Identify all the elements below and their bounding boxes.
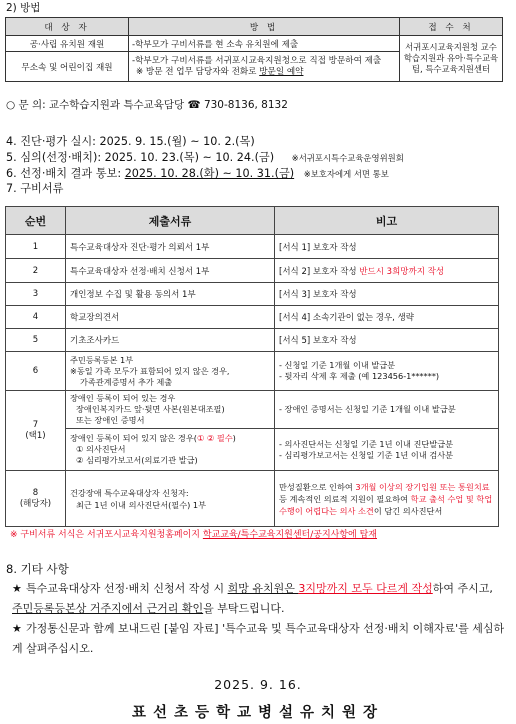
table-row: 4 학교장의견서 [서식 4] 소속기관이 없는 경우, 생략	[6, 306, 499, 329]
method-kindergarten: -학부모가 구비서류를 현 소속 유치원에 제출	[129, 36, 400, 52]
table-row: 3 개인정보 수집 및 활용 동의서 1부 [서식 3] 보호자 작성	[6, 283, 499, 306]
schedule-line-5: 5. 심의(선정·배치): 2025. 10. 23.(목) ~ 10. 24.(금) ※서귀포시특수교육운영위원회	[6, 151, 404, 164]
header-note: 비고	[275, 207, 499, 235]
header-method: 방 법	[129, 18, 400, 36]
section-heading-method: 2) 방법	[6, 2, 41, 14]
contact-line: ○ 문 의: 교수학습지원과 특수교육담당 ☎ 730-8136, 8132	[6, 99, 288, 111]
target-kindergarten: 공·사립 유치원 재원	[6, 36, 129, 52]
header-doc: 제출서류	[66, 207, 275, 235]
table-row: 6 주민등록등본 1부 ※동일 가족 모두가 표함되어 있지 않은 경우, 가족관계증명서 추가 제출 - 신청일 기준 1개월 이내 발급분 - 뒷자리 삭제 후 제출 (예 123456-1******)	[6, 352, 499, 391]
documents-table	[5, 206, 499, 527]
signature-line: 표선초등학교병설유치원장	[131, 704, 385, 721]
table-row: 7 (택1) 장애인 등록이 되어 있는 경우 장애인복지카드 앞·뒷면 사본(원본대조필) 또는 장애인 증명서 - 장애인 증명서는 신청일 기준 1개월 이내 발급분	[6, 391, 499, 429]
target-unaffiliated: 무소속 및 어린이집 재원	[6, 52, 129, 82]
star-icon: ★	[12, 622, 22, 635]
notice-paragraph-2: ★ 가정통신문과 함께 보내드린 [붙임 자료] '특수교육 및 특수교육대상자 선정·배치 이해자료'를 세심하게 살펴주십시오.	[12, 619, 506, 659]
table-row: 2 특수교육대상자 선정·배치 신청서 1부 [서식 2] 보호자 작성 반드시 3희망까지 작성	[6, 259, 499, 283]
header-no: 순번	[6, 207, 66, 235]
method-visit-line1: -학부모가 구비서류를 서귀포시교육지원청으로 직접 방문하여 제출	[132, 55, 382, 66]
schedule-line-7: 7. 구비서류	[6, 182, 64, 195]
methods-table	[5, 17, 503, 82]
forms-footnote: ※ 구비서류 서식은 서귀포시교육지원청홈페이지 학교교육/특수교육지원센터/공지사항에 탑재	[10, 530, 377, 540]
table-row: 8 (해당자) 건강장애 특수교육대상자 신청자: 최근 1년 이내 의사진단서(필수) 1부 만성질환으로 인하여 3개월 이상의 장기입원 또는 통원치료 등 계속적인 의료적 지원이 필요하여 학교 출석 수업 및 학업 수행이 어렵다는 의사 소견이 담긴 의사진단서	[6, 471, 499, 527]
notice-paragraph-1: ★ 특수교육대상자 선정·배치 신청서 작성 시 희망 유치원은 3지망까지 모두 다르게 작성하여 주시고, 주민등록등본상 거주지에서 근거리 확인을 부탁드립니다.	[12, 579, 506, 619]
header-reception: 접 수 처	[400, 18, 503, 36]
star-icon: ★	[12, 582, 22, 595]
table-row: 1 특수교육대상자 진단·평가 의뢰서 1부 [서식 1] 보호자 작성	[6, 235, 499, 259]
schedule-line-4: 4. 진단·평가 실시: 2025. 9. 15.(월) ~ 10. 2.(목)	[6, 135, 255, 148]
header-target: 대 상 자	[6, 18, 129, 36]
reception-office: 서귀포시교육지원청 교수학습지원과 유아·특수교육팀, 특수교육지원센터	[400, 36, 503, 82]
table-row: 장애인 등록이 되어 있지 않은 경우(① ② 필수) ① 의사진단서 ② 심리평가보고서(의료기관 발급) - 의사진단서는 신청일 기준 1년 이내 진단발급분 - 심리평가보고서는 신청일 기준 1년 이내 검사분	[6, 429, 499, 471]
table-row: 5 기초조사카드 [서식 5] 보호자 작성	[6, 329, 499, 352]
section-heading-other: 8. 기타 사항	[6, 562, 69, 576]
schedule-line-6: 6. 선정·배치 결과 통보: 2025. 10. 28.(화) ~ 10. 31.(금) ※보호자에게 서면 통보	[6, 167, 389, 180]
method-visit-line2: ※ 방문 전 업무 담당자와 전화로 방문일 예약	[136, 66, 304, 77]
document-date: 2025. 9. 16.	[214, 677, 302, 692]
